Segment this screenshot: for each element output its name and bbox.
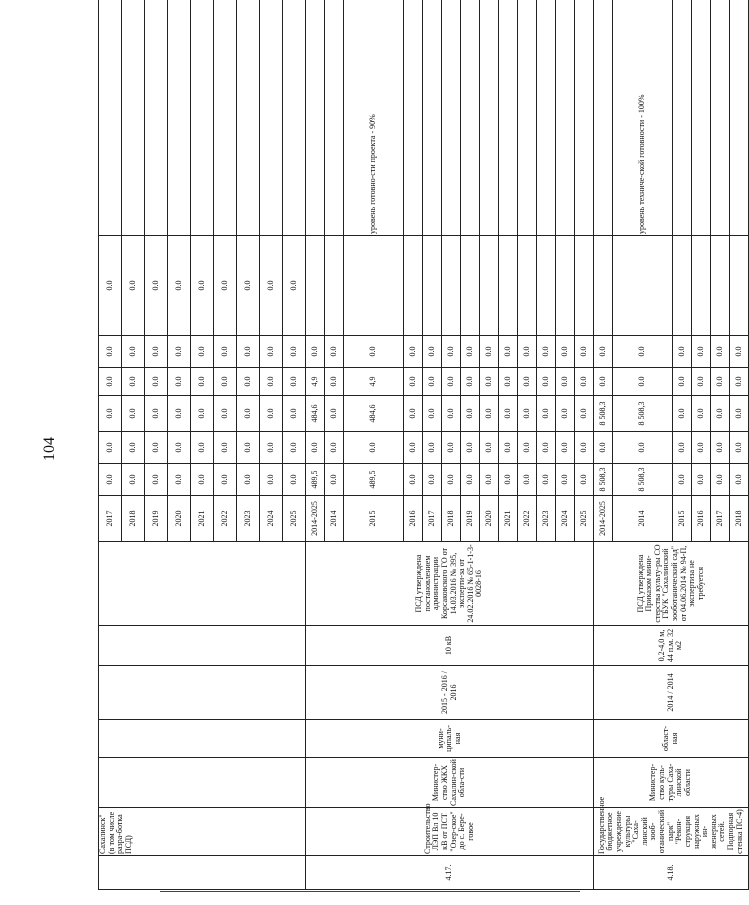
amount-cell: 0.0 [214,396,237,432]
amount-cell: 484,6 [344,396,404,432]
amount-cell: 0.0 [283,336,306,368]
amount-cell: 0.0 [692,368,711,396]
period-cell: 2025 [575,496,594,542]
amount-cell: 0.0 [673,464,692,496]
object-name-cell: Государственное бюджетное учреждение культуры "Саха-линский зооб-отанический парк" "Рекон-струкция наружных ин-женерных сетей. Подпорная стенка ПС-4) [594,808,749,856]
period-cell: 2014 [613,496,673,542]
amount-cell [537,236,556,336]
amount-cell: 0.0 [283,236,306,336]
amount-cell: 0.0 [122,368,145,396]
amount-cell: 0.0 [556,368,575,396]
amount-cell: 0.0 [260,396,283,432]
amount-cell: 0.0 [306,432,325,464]
period-cell: 2020 [168,496,191,542]
amount-cell: 0.0 [325,396,344,432]
note-cell [480,0,499,236]
period-cell: 2022 [214,496,237,542]
amount-cell: 0.0 [191,396,214,432]
note-cell [461,0,480,236]
amount-cell [442,236,461,336]
period-cell: 2024 [556,496,575,542]
table-row [99,0,122,890]
amount-cell [480,236,499,336]
period-cell: 2020 [480,496,499,542]
note-cell [423,0,442,236]
amount-cell [594,236,613,336]
amount-cell: 489,5 [344,464,404,496]
amount-cell: 0.0 [442,336,461,368]
amount-cell: 0.0 [283,432,306,464]
amount-cell: 0.0 [575,464,594,496]
table-row [594,0,613,890]
amount-cell: 8 508,3 [594,396,613,432]
period-cell: 2023 [237,496,260,542]
amount-cell: 0.0 [423,336,442,368]
amount-cell: 0.0 [344,432,404,464]
amount-cell: 0.0 [673,368,692,396]
budget-table [98,0,749,890]
capacity-cell: 10 кВ [306,626,594,666]
note-cell [442,0,461,236]
amount-cell: 0.0 [260,336,283,368]
note-cell [122,0,145,236]
amount-cell: 0.0 [191,464,214,496]
amount-cell: 0.0 [145,236,168,336]
period-cell: 2022 [518,496,537,542]
amount-cell: 0.0 [480,464,499,496]
amount-cell: 0.0 [499,464,518,496]
amount-cell: 0.0 [613,432,673,464]
period-cell: 2019 [461,496,480,542]
period-cell: 2018 [730,496,749,542]
note-cell [404,0,423,236]
note-cell [594,0,613,236]
amount-cell: 0.0 [480,336,499,368]
amount-cell [325,236,344,336]
amount-cell: 0.0 [237,432,260,464]
period-cell: 2015 [673,496,692,542]
amount-cell: 0.0 [260,464,283,496]
amount-cell: 0.0 [191,432,214,464]
amount-cell: 0.0 [730,368,749,396]
amount-cell: 0.0 [145,336,168,368]
note-cell [499,0,518,236]
note-cell [692,0,711,236]
amount-cell [518,236,537,336]
amount-cell: 489,5 [306,464,325,496]
amount-cell: 0.0 [191,236,214,336]
amount-cell: 0.0 [692,432,711,464]
ownership-cell: област-ная [594,720,749,758]
amount-cell: 4,9 [344,368,404,396]
amount-cell [423,236,442,336]
amount-cell: 0.0 [692,336,711,368]
amount-cell: 0.0 [325,432,344,464]
amount-cell: 0.0 [237,368,260,396]
info-cell [99,666,306,720]
amount-cell: 0.0 [594,432,613,464]
amount-cell [673,236,692,336]
amount-cell [556,236,575,336]
amount-cell: 0.0 [461,464,480,496]
period-cell: 2021 [499,496,518,542]
amount-cell: 0.0 [168,336,191,368]
info-cell [99,542,306,626]
period-cell: 2019 [145,496,168,542]
amount-cell: 0.0 [168,396,191,432]
amount-cell: 0.0 [404,368,423,396]
amount-cell [575,236,594,336]
period-cell: 2021 [191,496,214,542]
object-name-cell: Строительство ЛЭП Вл 10 кВ от ПСТ "Озер-ское" до с. Бере-говое [306,808,594,856]
amount-cell: 0.0 [423,464,442,496]
amount-cell: 0.0 [442,464,461,496]
note-cell [145,0,168,236]
amount-cell: 0.0 [499,396,518,432]
amount-cell: 0.0 [442,432,461,464]
amount-cell: 0.0 [214,432,237,464]
amount-cell: 0.0 [537,368,556,396]
amount-cell: 0.0 [404,336,423,368]
info-cell [99,758,306,808]
period-cell: 2014-2025 [594,496,613,542]
amount-cell [404,236,423,336]
info-cell [99,626,306,666]
note-cell [99,0,122,236]
amount-cell: 0.0 [214,236,237,336]
amount-cell: 4,9 [306,368,325,396]
amount-cell: 0.0 [168,368,191,396]
amount-cell: 0.0 [518,336,537,368]
amount-cell: 0.0 [594,336,613,368]
amount-cell: 0.0 [99,336,122,368]
note-cell: уровень готовно-сти проекта - 90% [344,0,404,236]
amount-cell: 0.0 [260,368,283,396]
amount-cell: 0.0 [673,396,692,432]
amount-cell: 0.0 [145,464,168,496]
amount-cell: 0.0 [461,432,480,464]
amount-cell: 0.0 [306,336,325,368]
amount-cell: 0.0 [730,464,749,496]
amount-cell [613,236,673,336]
amount-cell: 0.0 [122,432,145,464]
amount-cell: 0.0 [461,396,480,432]
note-cell [168,0,191,236]
amount-cell: 0.0 [499,336,518,368]
amount-cell: 0.0 [325,336,344,368]
amount-cell: 0.0 [461,336,480,368]
amount-cell: 0.0 [214,368,237,396]
amount-cell: 0.0 [730,396,749,432]
note-cell [306,0,325,236]
amount-cell: 0.0 [99,464,122,496]
amount-cell: 0.0 [191,336,214,368]
amount-cell: 0.0 [711,396,730,432]
amount-cell: 0.0 [122,336,145,368]
amount-cell: 0.0 [404,396,423,432]
note-cell [537,0,556,236]
amount-cell: 0.0 [237,236,260,336]
amount-cell [711,236,730,336]
note-cell: уровень техниче-ской готовности - 100% [613,0,673,236]
period-cell: 2025 [283,496,306,542]
period-cell: 2017 [711,496,730,542]
period-cell: 2015 [344,496,404,542]
row-number-cell [99,856,306,890]
amount-cell: 0.0 [442,368,461,396]
table-row [306,0,325,890]
amount-cell: 8 508,3 [613,464,673,496]
amount-cell: 0.0 [537,432,556,464]
amount-cell: 0.0 [423,368,442,396]
amount-cell [344,236,404,336]
amount-cell: 0.0 [499,432,518,464]
period-cell: 2016 [404,496,423,542]
amount-cell: 0.0 [99,236,122,336]
customer-cell: Министер-ство куль-туры Саха-линской области [594,758,749,808]
period-cell: 2023 [537,496,556,542]
period-cell: 2024 [260,496,283,542]
amount-cell: 484,6 [306,396,325,432]
period-cell: 2017 [423,496,442,542]
amount-cell: 0.0 [537,464,556,496]
amount-cell: 0.0 [283,368,306,396]
amount-cell [306,236,325,336]
period-cell: 2017 [99,496,122,542]
amount-cell: 0.0 [214,336,237,368]
amount-cell: 0.0 [518,368,537,396]
amount-cell: 0.0 [145,432,168,464]
period-cell: 2018 [122,496,145,542]
amount-cell: 0.0 [556,396,575,432]
note-cell [237,0,260,236]
amount-cell: 0.0 [168,432,191,464]
dates-cell: 2014 / 2014 [594,666,749,720]
documentation-cell: ПСД утверждена Приказом мини-стерства культу-ры СО ГБУК "Сахалинский зооботанический сад" от 04.06.2014 № 94-П, экспертиза не требуется [594,542,749,626]
amount-cell: 0.0 [260,432,283,464]
amount-cell: 0.0 [711,432,730,464]
amount-cell: 0.0 [575,368,594,396]
period-cell: 2014 [325,496,344,542]
amount-cell: 0.0 [613,368,673,396]
amount-cell: 0.0 [518,464,537,496]
amount-cell: 0.0 [122,236,145,336]
rotated-table-sheet [98,10,744,890]
page-number: 104 [41,437,58,461]
amount-cell: 0.0 [730,336,749,368]
amount-cell: 0.0 [673,336,692,368]
amount-cell: 0.0 [594,368,613,396]
amount-cell: 0.0 [461,368,480,396]
amount-cell: 0.0 [556,464,575,496]
amount-cell: 0.0 [711,368,730,396]
amount-cell [461,236,480,336]
amount-cell: 0.0 [168,464,191,496]
amount-cell: 0.0 [575,396,594,432]
amount-cell: 0.0 [404,464,423,496]
amount-cell: 0.0 [283,464,306,496]
amount-cell: 0.0 [191,368,214,396]
amount-cell: 0.0 [145,396,168,432]
amount-cell: 0.0 [99,432,122,464]
amount-cell: 0.0 [480,396,499,432]
amount-cell: 0.0 [325,464,344,496]
ownership-cell: муни-ципаль-ная [306,720,594,758]
amount-cell: 0.0 [122,396,145,432]
amount-cell: 0.0 [99,396,122,432]
period-cell: 2016 [692,496,711,542]
amount-cell: 0.0 [673,432,692,464]
amount-cell: 0.0 [423,396,442,432]
amount-cell: 0.0 [499,368,518,396]
row-number-cell: 4.18. [594,856,749,890]
amount-cell: 0.0 [480,368,499,396]
note-cell [260,0,283,236]
amount-cell: 0.0 [325,368,344,396]
amount-cell: 0.0 [237,396,260,432]
amount-cell: 0.0 [168,236,191,336]
amount-cell: 0.0 [442,396,461,432]
note-cell [191,0,214,236]
amount-cell: 0.0 [575,336,594,368]
row-number-cell: 4.17. [306,856,594,890]
amount-cell: 0.0 [556,432,575,464]
amount-cell [692,236,711,336]
note-cell [325,0,344,236]
amount-cell: 0.0 [692,464,711,496]
amount-cell: 0.0 [404,432,423,464]
note-cell [711,0,730,236]
note-cell [214,0,237,236]
amount-cell: 0.0 [692,396,711,432]
amount-cell: 0.0 [537,336,556,368]
note-cell [575,0,594,236]
amount-cell: 0.0 [711,336,730,368]
amount-cell [499,236,518,336]
note-cell [673,0,692,236]
amount-cell: 0.0 [711,464,730,496]
table-body [99,0,749,890]
period-cell: 2018 [442,496,461,542]
amount-cell: 0.0 [423,432,442,464]
amount-cell: 0.0 [237,464,260,496]
amount-cell: 0.0 [214,464,237,496]
amount-cell: 0.0 [344,336,404,368]
info-cell [99,720,306,758]
period-cell: 2014-2025 [306,496,325,542]
documentation-cell: ПСД утверждена постановлением администрации Корсаковского ГО от 14.03.2016 № 395, эксперти-за от 24.02.2016 № 65-1-1-3-0028-16 [306,542,594,626]
capacity-cell: 0,2-4,0 м, 44 п.м. 32 м2 [594,626,749,666]
note-cell [518,0,537,236]
amount-cell: 0.0 [613,336,673,368]
amount-cell: 0.0 [730,432,749,464]
object-name-cell: Сахалинск"(в том числе разра-ботка ПСД) [99,808,306,856]
dates-cell: 2015 - 2016 / 2016 [306,666,594,720]
note-cell [556,0,575,236]
amount-cell: 8 508,3 [594,464,613,496]
amount-cell: 0.0 [556,336,575,368]
amount-cell: 0.0 [145,368,168,396]
amount-cell: 0.0 [237,336,260,368]
customer-cell: Министер-ство ЖКХ Сахалин-ской обла-сти [306,758,594,808]
amount-cell: 0.0 [99,368,122,396]
note-cell [283,0,306,236]
amount-cell: 0.0 [518,432,537,464]
amount-cell: 0.0 [518,396,537,432]
amount-cell: 0.0 [283,396,306,432]
page-bottom-rule [160,891,580,892]
amount-cell [730,236,749,336]
note-cell [730,0,749,236]
amount-cell: 0.0 [480,432,499,464]
amount-cell: 0.0 [537,396,556,432]
amount-cell: 0.0 [575,432,594,464]
amount-cell: 8 508,3 [613,396,673,432]
amount-cell: 0.0 [122,464,145,496]
amount-cell: 0.0 [260,236,283,336]
